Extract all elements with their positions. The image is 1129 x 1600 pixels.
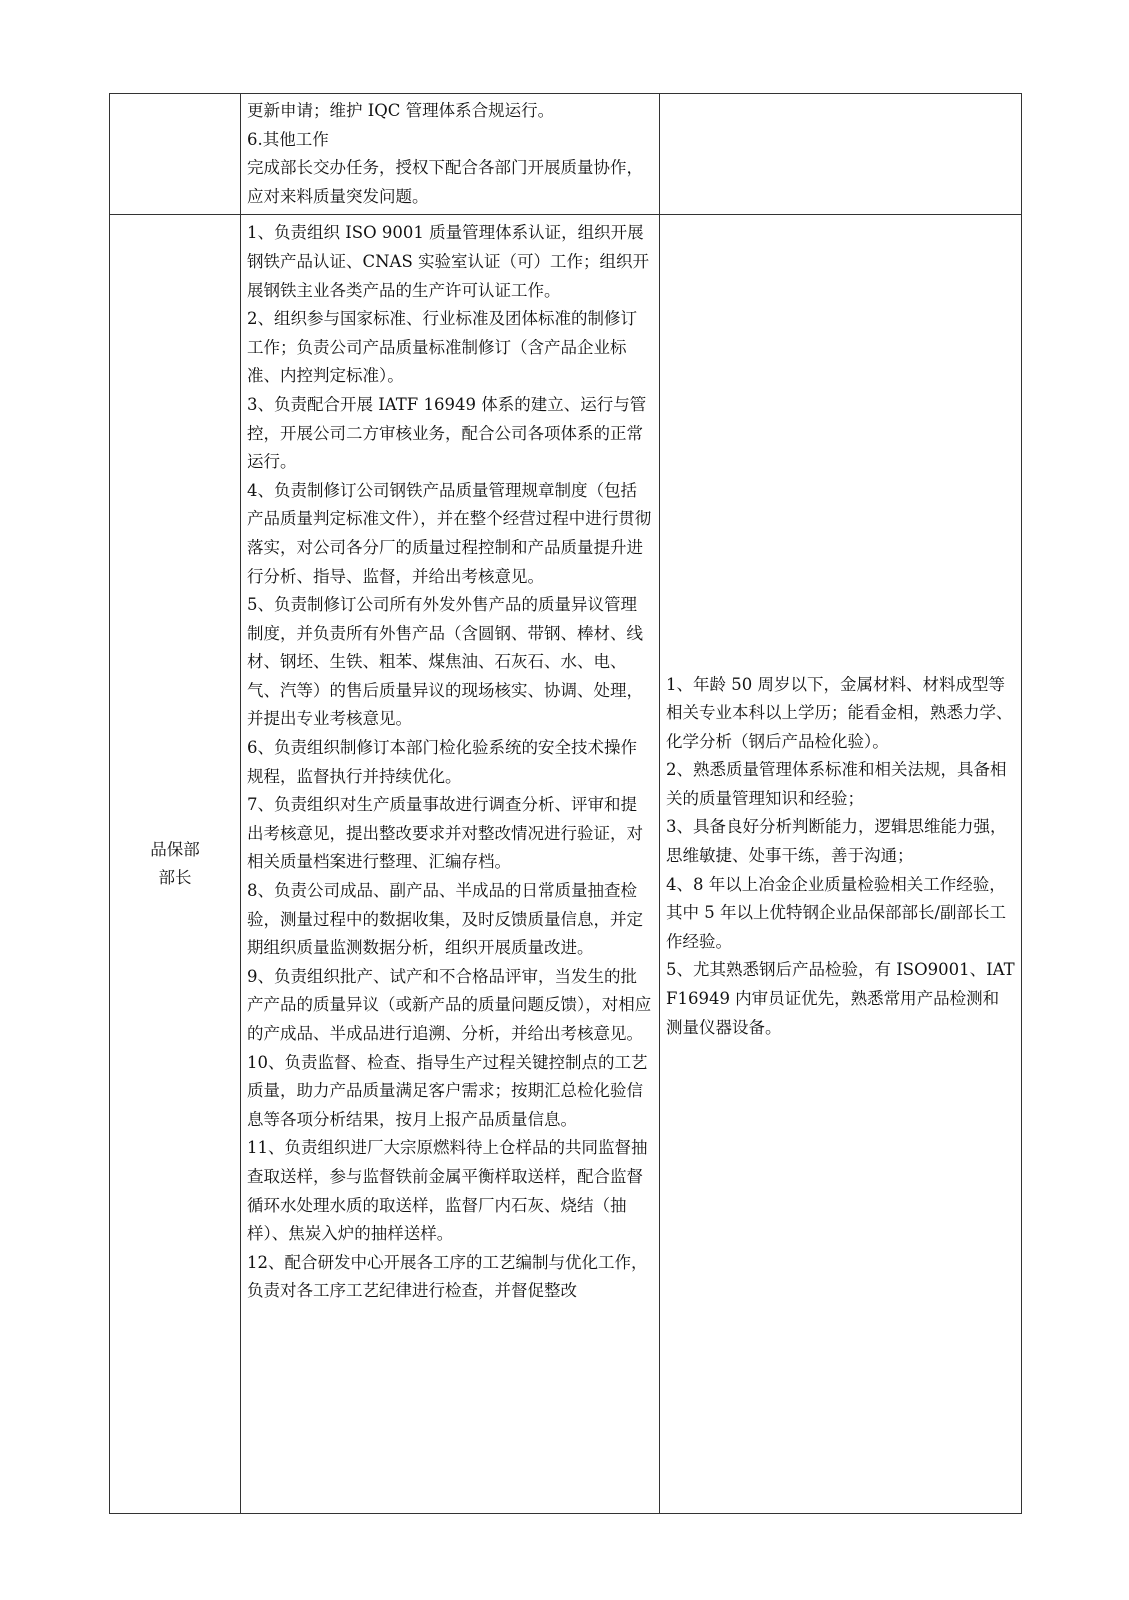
role-cell [110,94,241,215]
role-cell [110,215,241,1514]
duty-paragraph: 12、配合研发中心开展各工序的工艺编制与优化工作，负责对各工序工艺纪律进行检查，并督促整改 [247,1252,648,1301]
duty-paragraph: 更新申请；维护 IQC 管理体系合规运行。 [247,101,555,120]
duty-paragraph: 7、负责组织对生产质量事故进行调查分析、评审和提出考核意见，提出整改要求并对整改情况进行验证，对相关质量档案进行整理、汇编存档。 [247,795,643,872]
duty-paragraph: 6.其他工作 [247,129,329,149]
duty-paragraph: 8、负责公司成品、副产品、半成品的日常质量抽查检验，测量过程中的数据收集，及时反馈质量信息，并定期组织质量监测数据分析，组织开展质量改进。 [247,881,643,958]
table-row [110,215,1022,1514]
duty-paragraph: 3、负责配合开展 IATF 16949 体系的建立、运行与管控，开展公司二方审核业务，配合公司各项体系的正常运行。 [247,394,647,472]
table-row [110,94,1022,215]
requirement-paragraph: 1、年龄 50 周岁以下，金属材料、材料成型等相关专业本科以上学历；能看金相，熟悉力学、化学分析（钢后产品检化验）。 [666,674,1013,751]
requirements-cell [660,215,1022,1514]
duty-paragraph: 10、负责监督、检查、指导生产过程关键控制点的工艺质量，助力产品质量满足客户需求；按期汇总检化验信息等各项分析结果，按月上报产品质量信息。 [247,1052,648,1129]
requirement-paragraph: 3、具备良好分析判断能力，逻辑思维能力强，思维敏捷、处事干练，善于沟通； [666,817,1007,866]
duty-paragraph: 11、负责组织进厂大宗原燃料待上仓样品的共同监督抽查取送样，参与监督铁前金属平衡样取送样，配合监督循环水处理水质的取送样，监督厂内石灰、烧结（抽样）、焦炭入炉的抽样送样。 [247,1138,648,1244]
duties-cell [241,215,660,1514]
duty-paragraph: 完成部长交办任务，授权下配合各部门开展质量协作，应对来料质量突发问题。 [247,158,643,206]
role-title-line: 部长 [158,868,192,888]
duty-paragraph: 9、负责组织批产、试产和不合格品评审，当发生的批产产品的质量异议（或新产品的质量问题反馈），对相应的产成品、半成品进行追溯、分析，并给出考核意见。 [247,966,652,1043]
duties-cell [241,94,660,215]
requirement-paragraph: 2、熟悉质量管理体系标准和相关法规，具备相关的质量管理知识和经验； [666,760,1007,808]
duty-paragraph: 2、组织参与国家标准、行业标准及团体标准的制修订工作；负责公司产品质量标准制修订（含产品企业标准、内控判定标准）。 [247,309,637,386]
requirements-cell [660,94,1022,215]
duty-paragraph: 6、负责组织制修订本部门检化验系统的安全技术操作规程，监督执行并持续优化。 [247,738,637,786]
requirement-paragraph: 4、8 年以上冶金企业质量检验相关工作经验，其中 5 年以上优特钢企业品保部部长/副部长工作经验。 [666,874,1007,951]
duty-paragraph: 1、负责组织 ISO 9001 质量管理体系认证，组织开展钢铁产品认证、CNAS 实验室认证（可）工作；组织开展钢铁主业各类产品的生产许可认证工作。 [247,223,650,300]
requirement-paragraph: 5、尤其熟悉钢后产品检验，有 ISO9001、IATF16949 内审员证优先，熟悉常用产品检测和测量仪器设备。 [666,960,1015,1037]
duty-paragraph: 4、负责制修订公司钢铁产品质量管理规章制度（包括产品质量判定标准文件），并在整个经营过程中进行贯彻落实，对公司各分厂的质量过程控制和产品质量提升进行分析、指导、监督，并给出考核意见。 [247,480,652,586]
role-title-line: 品保部 [150,839,200,859]
job-description-table [109,93,1022,1514]
duty-paragraph: 5、负责制修订公司所有外发外售产品的质量异议管理制度，并负责所有外售产品（含圆钢、带钢、棒材、线材、钢坯、生铁、粗苯、煤焦油、石灰石、水、电、气、汽等）的售后质量异议的现场核实、协调、处理，并提出专业考核意见。 [247,595,643,729]
